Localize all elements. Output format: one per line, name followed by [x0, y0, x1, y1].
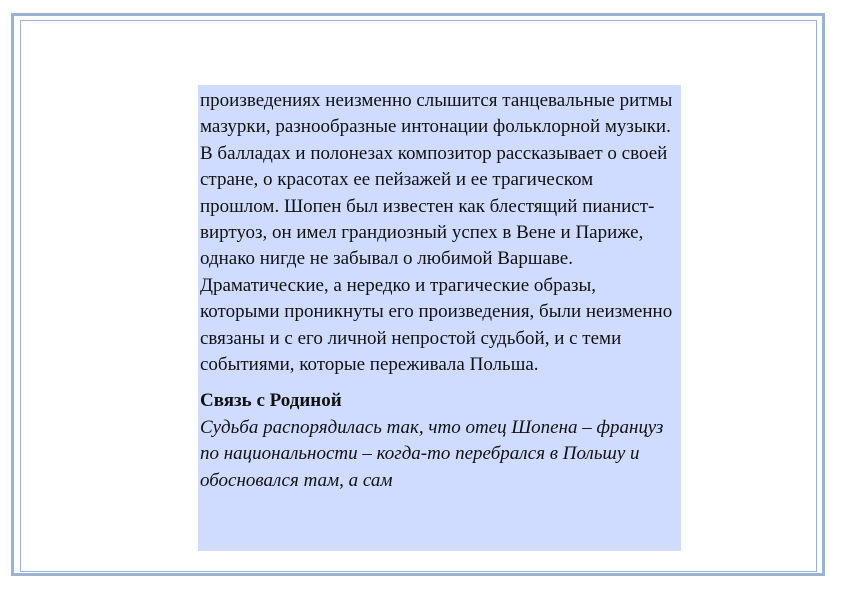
italic-paragraph: Судьба распорядилась так, что отец Шопена – француз по национальности – когда-то перебрался в Польшу и обосновался там, а сам — [200, 416, 664, 491]
section-heading: Связь с Родиной — [200, 390, 342, 412]
text-box — [198, 85, 681, 551]
body-paragraph: произведениях неизменно слышится танцевальные ритмы мазурки, разнообразные интонации фольклорной музыки. В балладах и полонезах композитор рассказывает о своей стране, о красотах ее пейзажей и ее трагическом прошлом. Шопен был известен как блестящий пианист-виртуоз, он имел грандиозный успех в Вене и Париже, однако нигде не забывал о любимой Варшаве. Драматические, а нередко и трагические образы, которыми проникнуты его произведения, были неизменно связаны и с его личной непростой судьбой, и с теми событиями, которые переживала Польша. — [200, 90, 673, 376]
